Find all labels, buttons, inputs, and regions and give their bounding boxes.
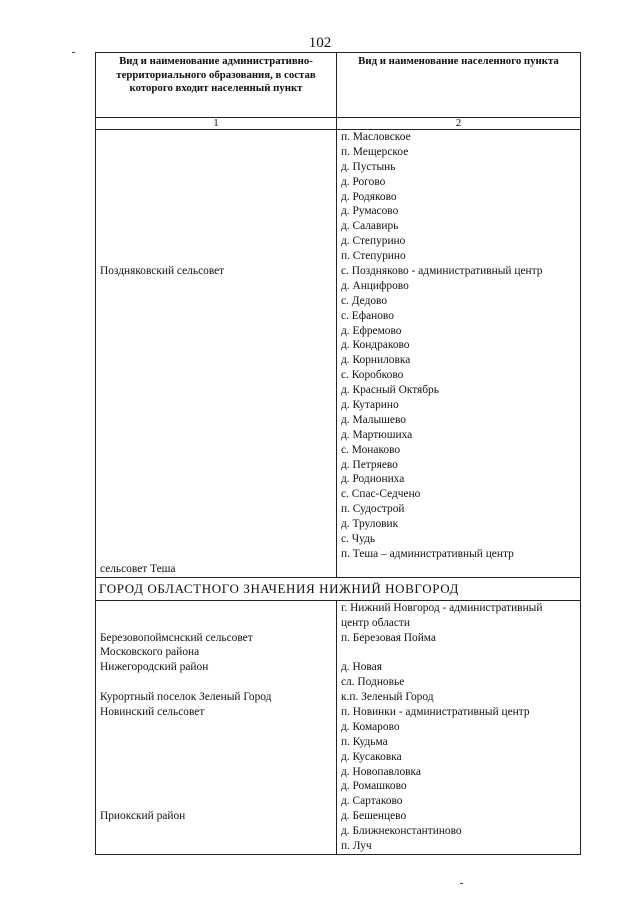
cell-line — [100, 502, 332, 517]
cell-line — [100, 779, 332, 794]
cell-line: д. Новая — [341, 661, 382, 674]
cell-line — [100, 601, 332, 616]
cell-line: п. Новинки - административный центр — [341, 705, 530, 718]
cell-line — [100, 368, 332, 383]
cell-line — [100, 175, 332, 190]
cell-line: д. Ефремово — [341, 324, 402, 337]
cell-line: Поздняковский сельсовет — [100, 265, 225, 278]
cell-line: с. Поздняково - административный центр — [341, 265, 543, 278]
cell-line — [100, 160, 332, 175]
cell-line — [100, 794, 332, 809]
page-number: 102 — [308, 35, 332, 51]
cell-line — [100, 428, 332, 443]
cell-line: д. Ближнеконстантиново — [341, 825, 462, 838]
cell-line: д. Бешенцево — [341, 810, 407, 823]
header-col-1: Вид и наименование административно-территориального образования, в состав которого входит населенный пункт — [96, 53, 337, 118]
cell-line: п. Судострой — [341, 503, 405, 516]
cell-line — [100, 309, 332, 324]
cell-line: д. Кондраково — [341, 339, 410, 352]
cell-line: д. Пустынь — [341, 160, 396, 173]
cell-line — [100, 472, 332, 487]
cell-line — [100, 338, 332, 353]
cell-line — [100, 145, 332, 160]
cell-line: д. Петряево — [341, 458, 398, 471]
cell-line — [100, 735, 332, 750]
cell-line: д. Рогово — [341, 175, 386, 188]
cell-line — [100, 487, 332, 502]
settlements-table — [95, 52, 581, 855]
cell-line: с. Спас-Седчено — [341, 488, 421, 501]
cell-line: д. Кусаковка — [341, 750, 402, 763]
cell-line — [100, 532, 332, 547]
cell-line — [100, 413, 332, 428]
cell-line — [100, 750, 332, 765]
cell-line: центр области — [341, 616, 410, 629]
cell-line: д. Кутарино — [341, 399, 399, 412]
cell-line — [341, 645, 576, 660]
table-row — [96, 600, 581, 854]
cell-line: д. Анцифрово — [341, 279, 409, 292]
cell-line: д. Мартюшиха — [341, 428, 413, 441]
cell-line — [100, 443, 332, 458]
cell-line: сельсовет Теша — [100, 562, 176, 575]
cell-line: п. Кудьма — [341, 735, 388, 748]
settlement-cell — [337, 600, 581, 854]
cell-line — [100, 616, 332, 631]
cell-line — [100, 294, 332, 309]
district-cell — [96, 130, 337, 578]
district-cell — [96, 600, 337, 854]
cell-line: д. Сартаково — [341, 795, 403, 808]
cell-line: Московского района — [100, 646, 200, 659]
column-number-row — [96, 118, 581, 130]
cell-line: д. Комарово — [341, 720, 400, 733]
table-row — [96, 130, 581, 578]
cell-line — [100, 824, 332, 839]
cell-line: д. Румасово — [341, 205, 399, 218]
cell-line: Курортный поселок Зеленый Город — [100, 691, 272, 704]
scan-speck — [72, 52, 75, 53]
cell-line: п. Масловское — [341, 131, 411, 143]
cell-line — [100, 765, 332, 780]
cell-line: п. Луч — [341, 839, 372, 852]
settlement-cell — [337, 130, 581, 578]
cell-line — [100, 234, 332, 249]
cell-line — [100, 398, 332, 413]
cell-line: Березовопоймcнский сельсовет — [100, 631, 253, 644]
cell-line: п. Теша – административный центр — [341, 547, 514, 560]
cell-line — [100, 190, 332, 205]
section-title: ГОРОД ОБЛАСТНОГО ЗНАЧЕНИЯ НИЖНИЙ НОВГОРОД — [96, 577, 581, 600]
cell-line: д. Корниловка — [341, 354, 411, 367]
column-number-2: 2 — [337, 118, 581, 130]
cell-line — [100, 324, 332, 339]
cell-line — [100, 279, 332, 294]
header-col-2: Вид и наименование населенного пункта — [337, 53, 581, 118]
section-row — [96, 577, 581, 600]
cell-line: п. Мещерское — [341, 145, 409, 158]
cell-line: Новинский сельсовет — [100, 705, 205, 718]
cell-line — [100, 517, 332, 532]
cell-line: с. Чудь — [341, 533, 376, 546]
cell-line — [100, 383, 332, 398]
column-number-1: 1 — [96, 118, 337, 130]
cell-line — [100, 353, 332, 368]
cell-line: Приокский район — [100, 810, 186, 823]
cell-line: д. Степурино — [341, 235, 406, 248]
cell-line: д. Малышево — [341, 413, 406, 426]
cell-line: сл. Подновье — [341, 676, 405, 689]
cell-line: д. Новопавловка — [341, 765, 421, 778]
cell-line: д. Труловик — [341, 518, 399, 531]
cell-line: д. Салавирь — [341, 220, 399, 233]
cell-line — [100, 547, 332, 562]
cell-line: д. Родяково — [341, 190, 397, 203]
scan-speck — [460, 883, 463, 884]
table-header-row — [96, 53, 581, 118]
cell-line: к.п. Зеленый Город — [341, 691, 434, 704]
cell-line: п. Степурино — [341, 250, 406, 263]
cell-line — [100, 839, 332, 854]
cell-line: с. Монаково — [341, 443, 401, 456]
cell-line — [100, 675, 332, 690]
cell-line — [100, 219, 332, 234]
cell-line — [100, 130, 332, 145]
cell-line: д. Ромашково — [341, 780, 407, 793]
cell-line: п. Березовая Пойма — [341, 631, 436, 644]
cell-line: Нижегородский район — [100, 661, 209, 674]
cell-line: д. Родиониха — [341, 473, 405, 486]
cell-line — [100, 458, 332, 473]
cell-line: г. Нижний Новгород - административный — [341, 601, 543, 614]
cell-line — [100, 249, 332, 264]
cell-line: с. Дедово — [341, 294, 388, 307]
cell-line: с. Коробково — [341, 369, 404, 382]
cell-line — [100, 720, 332, 735]
cell-line — [100, 204, 332, 219]
cell-line: д. Красный Октябрь — [341, 384, 439, 397]
cell-line: с. Ефаново — [341, 309, 394, 322]
